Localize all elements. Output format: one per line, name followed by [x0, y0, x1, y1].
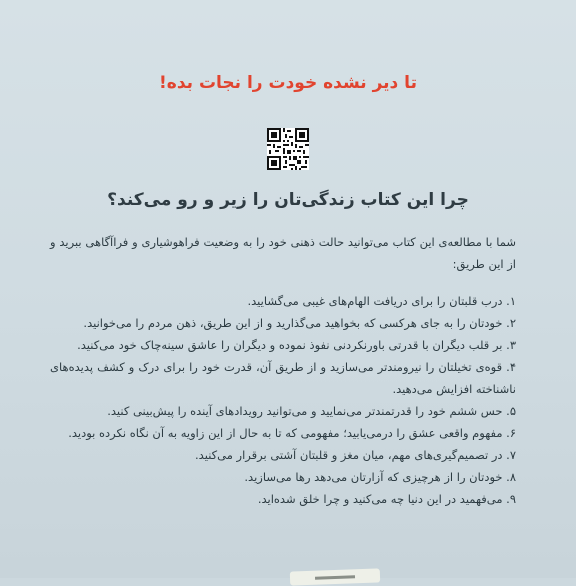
benefits-list [50, 290, 516, 510]
list-item [50, 466, 516, 488]
list-item-text: ۳. بر قلب دیگران با قدرتی باورنکردنی نفوذ نموده و دیگران را عاشق سینه‌چاک خود می‌کنید. [77, 338, 516, 352]
list-item-text: ۹. می‌فهمید در این دنیا چه می‌کنید و چرا خلق شده‌اید. [257, 492, 516, 506]
list-item [50, 334, 516, 356]
list-item [50, 444, 516, 466]
price-sticker [290, 568, 380, 585]
list-item [50, 400, 516, 422]
list-item [50, 356, 516, 400]
list-item-text: ۲. خودتان را به جای هرکسی که بخواهید می‌گذارید و از این طریق، ذهن مردم را می‌خوانید. [83, 316, 516, 330]
list-item-text: ۶. مفهوم واقعی عشق را درمی‌یابید؛ مفهومی که تا به حال از این زاویه به آن نگاه نکرده بودید. [68, 426, 516, 440]
list-item [50, 422, 516, 444]
list-item-text: ۴. قوه‌ی تخیلتان را نیرومندتر می‌سازید و از طریق آن، قدرت خود را برای درک و کشف پدیده‌های ناشناخته افزایش می‌دهید. [50, 360, 516, 396]
list-item-text: ۷. در تصمیم‌گیری‌های مهم، میان مغز و قلبتان آشتی برقرار می‌کنید. [195, 448, 516, 462]
list-item [50, 488, 516, 510]
list-item [50, 290, 516, 312]
section-heading: چرا این کتاب زندگی‌تان را زیر و رو می‌کند؟ [107, 190, 469, 210]
list-item-text: ۵. حس ششم خود را قدرتمندتر می‌نمایید و می‌توانید رویدادهای آینده را پیش‌بینی کنید. [107, 404, 516, 418]
intro-paragraph: شما با مطالعه‌ی این کتاب می‌توانید حالت ذهنی خود را به وضعیت فراهوشیاری و فراآگاهی ببرید و از این طریق: [50, 235, 516, 271]
list-item-text: ۱. درب قلبتان را برای دریافت الهام‌های غیبی می‌گشایید. [247, 294, 516, 308]
qr-code-icon [267, 128, 309, 170]
tagline: تا دیر نشده خودت را نجات بده! [159, 73, 417, 93]
list-item [50, 312, 516, 334]
list-item-text: ۸. خودتان را از هرچیزی که آزارتان می‌دهد رها می‌سازید. [244, 470, 516, 484]
